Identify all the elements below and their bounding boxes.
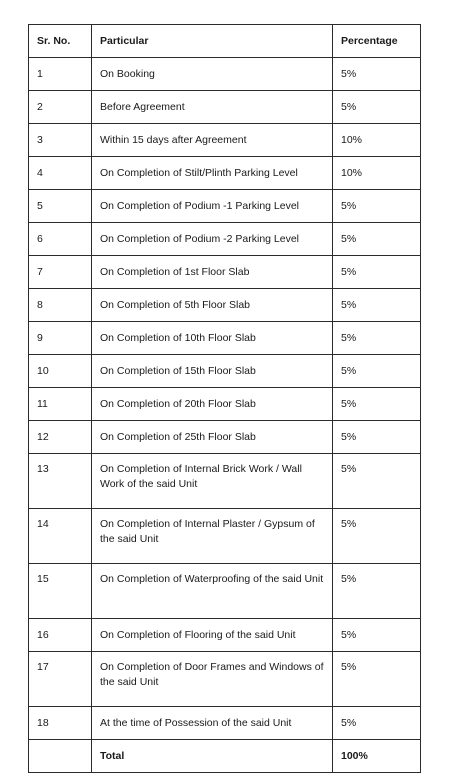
- cell-sr-no: 11: [29, 388, 92, 421]
- cell-sr-no: 2: [29, 91, 92, 124]
- cell-sr-no: 13: [29, 454, 92, 509]
- cell-percentage: 5%: [333, 322, 421, 355]
- payment-schedule-table: [28, 24, 421, 773]
- cell-sr-no: 12: [29, 421, 92, 454]
- cell-particular: On Completion of 25th Floor Slab: [92, 421, 333, 454]
- cell-sr-no: 16: [29, 619, 92, 652]
- cell-particular: On Completion of 20th Floor Slab: [92, 388, 333, 421]
- cell-percentage: 5%: [333, 454, 421, 509]
- cell-particular: On Completion of Podium -2 Parking Level: [92, 223, 333, 256]
- cell-sr-no: 14: [29, 509, 92, 564]
- table-row: [29, 223, 421, 256]
- cell-percentage: 5%: [333, 190, 421, 223]
- cell-particular: On Completion of Door Frames and Windows of the said Unit: [92, 652, 333, 707]
- table-row: [29, 91, 421, 124]
- table-row: [29, 388, 421, 421]
- table-row: [29, 190, 421, 223]
- cell-sr-no: 4: [29, 157, 92, 190]
- total-label: Total: [92, 740, 333, 773]
- cell-particular: Before Agreement: [92, 91, 333, 124]
- cell-sr-no: 8: [29, 289, 92, 322]
- cell-particular: On Completion of 1st Floor Slab: [92, 256, 333, 289]
- cell-particular: On Completion of Flooring of the said Unit: [92, 619, 333, 652]
- cell-particular: On Completion of Podium -1 Parking Level: [92, 190, 333, 223]
- table-row: [29, 289, 421, 322]
- table-header-row: [29, 25, 421, 58]
- cell-sr-no: 17: [29, 652, 92, 707]
- header-particular: Particular: [92, 25, 333, 58]
- cell-percentage: 5%: [333, 564, 421, 619]
- cell-percentage: 5%: [333, 707, 421, 740]
- cell-sr-no: 10: [29, 355, 92, 388]
- cell-sr-no: 9: [29, 322, 92, 355]
- cell-particular: On Booking: [92, 58, 333, 91]
- table-row: [29, 619, 421, 652]
- cell-particular: At the time of Possession of the said Unit: [92, 707, 333, 740]
- cell-sr-no: 15: [29, 564, 92, 619]
- table-row: [29, 157, 421, 190]
- table-row: [29, 58, 421, 91]
- table-row: [29, 322, 421, 355]
- table-row: [29, 652, 421, 707]
- table-row: [29, 124, 421, 157]
- cell-sr-no: 1: [29, 58, 92, 91]
- cell-percentage: 10%: [333, 157, 421, 190]
- cell-percentage: 5%: [333, 509, 421, 564]
- cell-particular: Within 15 days after Agreement: [92, 124, 333, 157]
- header-sr-no: Sr. No.: [29, 25, 92, 58]
- cell-sr-no: 6: [29, 223, 92, 256]
- cell-percentage: 5%: [333, 388, 421, 421]
- cell-particular: On Completion of 10th Floor Slab: [92, 322, 333, 355]
- table-row: [29, 454, 421, 509]
- table-row: [29, 564, 421, 619]
- table-row: [29, 355, 421, 388]
- cell-sr-no: 18: [29, 707, 92, 740]
- cell-particular: On Completion of Waterproofing of the said Unit: [92, 564, 333, 619]
- table-row: [29, 421, 421, 454]
- cell-particular: On Completion of 15th Floor Slab: [92, 355, 333, 388]
- table-row: [29, 707, 421, 740]
- cell-percentage: 5%: [333, 421, 421, 454]
- cell-percentage: 5%: [333, 58, 421, 91]
- cell-percentage: 10%: [333, 124, 421, 157]
- cell-particular: On Completion of 5th Floor Slab: [92, 289, 333, 322]
- cell-percentage: 5%: [333, 619, 421, 652]
- cell-percentage: 5%: [333, 355, 421, 388]
- total-percentage: 100%: [333, 740, 421, 773]
- cell-percentage: 5%: [333, 91, 421, 124]
- table-row: [29, 256, 421, 289]
- cell-particular: On Completion of Internal Brick Work / Wall Work of the said Unit: [92, 454, 333, 509]
- cell-sr-no: 3: [29, 124, 92, 157]
- cell-particular: On Completion of Stilt/Plinth Parking Level: [92, 157, 333, 190]
- cell-percentage: 5%: [333, 289, 421, 322]
- cell-percentage: 5%: [333, 256, 421, 289]
- table-row: [29, 509, 421, 564]
- cell-sr-no: 7: [29, 256, 92, 289]
- header-percentage: Percentage: [333, 25, 421, 58]
- cell-particular: On Completion of Internal Plaster / Gypsum of the said Unit: [92, 509, 333, 564]
- cell-sr-no: 5: [29, 190, 92, 223]
- cell-percentage: 5%: [333, 223, 421, 256]
- cell-percentage: 5%: [333, 652, 421, 707]
